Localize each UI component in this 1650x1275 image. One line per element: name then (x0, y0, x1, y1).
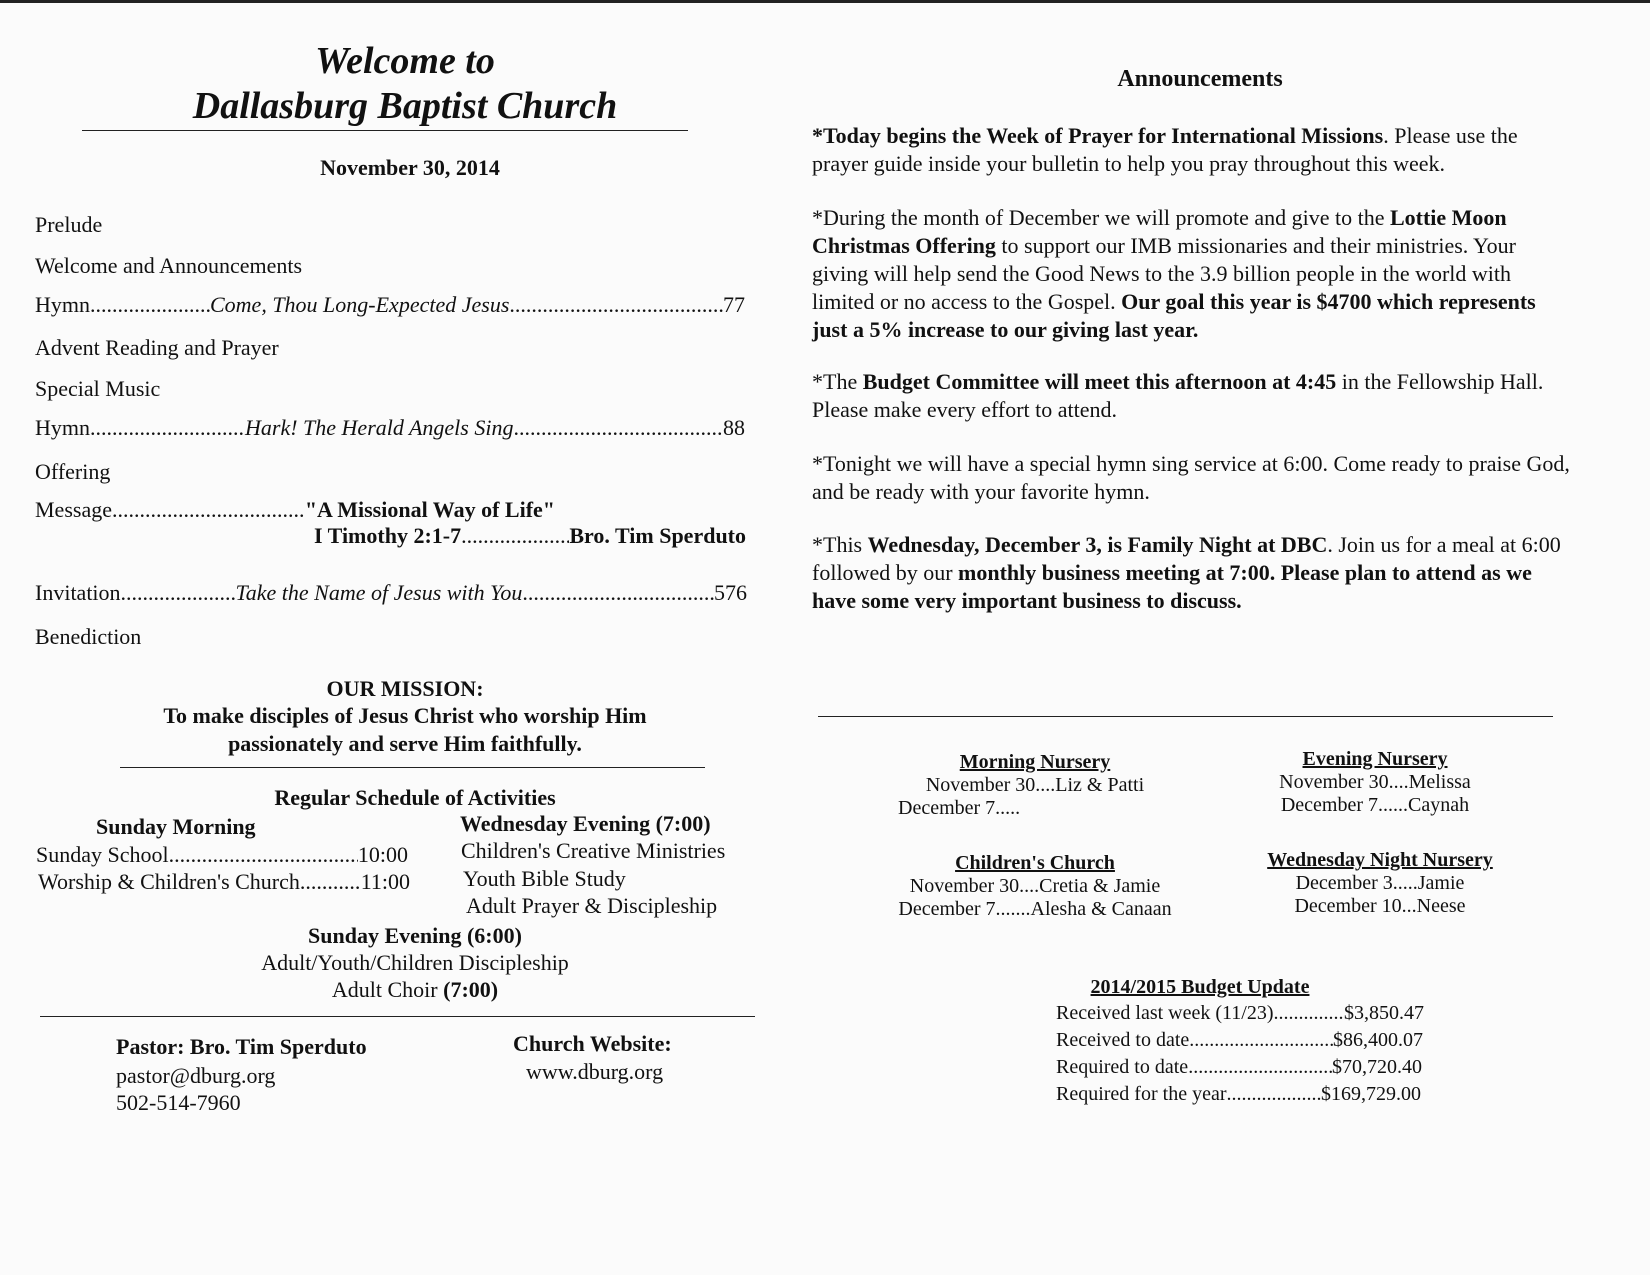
prayer-week-text: . Please use the prayer guide inside your bulletin to help you pray throughout this week. (812, 123, 1518, 176)
order-hymn-1 (35, 292, 745, 318)
hymn-2-label: Hymn (35, 415, 90, 440)
order-message-scripture (314, 523, 746, 549)
announcement-hymn-sing: *Tonight we will have a special hymn sing service at 6:00. Come ready to praise God, and be ready with your favorite hymn. (812, 451, 1570, 504)
leader-dots (90, 415, 245, 441)
budget-row-amount: $3,850.47 (1344, 1002, 1424, 1024)
leader-dots (1226, 1083, 1321, 1106)
leader-dots (522, 580, 714, 606)
order-advent: Advent Reading and Prayer (35, 335, 279, 360)
morning-nursery-line-2: December 7..... (898, 797, 1021, 819)
order-special-music: Special Music (35, 376, 161, 401)
schedule-sunday-school (36, 842, 408, 868)
budget-update-heading: 2014/2015 Budget Update (1090, 976, 1310, 998)
lottie-text-a: *During the month of December we will promote and give to the (812, 205, 1390, 230)
lottie-offering-bold: Lottie Moon Christmas Offering (812, 205, 1507, 258)
message-title: "A Missional Way of Life" (304, 497, 555, 522)
leader-dots (121, 580, 236, 606)
leader-dots (513, 415, 723, 441)
pastor-email[interactable]: pastor@dburg.org (116, 1063, 276, 1088)
hymn-2-title: Hark! The Herald Angels Sing (245, 415, 514, 440)
sunday-evening-discipleship: Adult/Youth/Children Discipleship (261, 950, 569, 975)
morning-nursery-heading: Morning Nursery (959, 751, 1111, 773)
wednesday-nursery-heading: Wednesday Night Nursery (1267, 849, 1493, 871)
evening-nursery-line-2: December 7......Caynah (1280, 794, 1470, 816)
hymn-1-title: Come, Thou Long-Expected Jesus (210, 292, 510, 317)
budget-committee-bold: Budget Committee will meet this afternoon at 4:45 (862, 369, 1337, 394)
evening-nursery-heading: Evening Nursery (1302, 748, 1448, 770)
bulletin-front-panel (0, 0, 800, 1275)
budget-table (1056, 1002, 1424, 1110)
budget-row (1056, 1056, 1424, 1083)
morning-nursery (880, 751, 1190, 820)
lottie-text-c: to support our IMB missionaries and their ministries. Your giving will help send the Good News to the 3.9 billion people in the world with limited or no access to the Gospel. (812, 233, 1516, 314)
sunday-school-label: Sunday School (36, 842, 169, 867)
bulletin-announcements-panel (812, 0, 1650, 1275)
lottie-goal-bold: Our goal this year is $4700 which represents just a 5% increase to our giving last year. (812, 289, 1536, 342)
order-hymn-2 (35, 415, 745, 441)
family-night-c: . Join us for a meal at 6:00 followed by our (812, 532, 1561, 585)
worship-label: Worship & Children's Church (38, 869, 300, 894)
contact-divider (40, 1016, 755, 1017)
childrens-church-line-1: November 30....Cretia & Jamie (909, 875, 1161, 897)
announcement-family-night (812, 531, 1572, 615)
budget-committee-c: in the Fellowship Hall. Please make every effort to attend. (812, 369, 1544, 422)
hymn-2-number: 88 (723, 415, 745, 440)
budget-row-label: Required to date (1056, 1056, 1189, 1078)
leader-dots (1188, 1056, 1332, 1079)
prayer-week-bold: *Today begins the Week of Prayer for International Missions (812, 123, 1384, 148)
announcement-budget-committee (812, 368, 1572, 424)
order-invitation (35, 580, 747, 606)
budget-row-label: Received to date (1056, 1029, 1190, 1051)
order-prelude: Prelude (35, 212, 103, 237)
announcement-prayer-week (812, 122, 1572, 178)
message-scripture: I Timothy 2:1-7 (314, 523, 462, 548)
sunday-evening-choir (90, 977, 740, 1003)
evening-nursery-line-1: November 30....Melissa (1279, 771, 1471, 793)
choir-time: (7:00) (443, 977, 499, 1002)
website-label: Church Website: (513, 1031, 672, 1056)
schedule-heading: Regular Schedule of Activities (274, 785, 556, 810)
wednesday-heading: Wednesday Evening (7:00) (460, 811, 711, 836)
pastor-phone: 502-514-7960 (116, 1090, 241, 1115)
budget-row (1056, 1083, 1424, 1110)
wednesday-item-3: Adult Prayer & Discipleship (466, 893, 718, 918)
hymn-1-number: 77 (723, 292, 745, 317)
childrens-church-line-2: December 7.......Alesha & Canaan (898, 898, 1172, 920)
childrens-church-heading: Children's Church (955, 852, 1115, 874)
choir-label: Adult Choir (331, 977, 438, 1002)
order-benediction: Benediction (35, 624, 142, 649)
worship-time: 11:00 (360, 869, 410, 894)
leader-dots (169, 842, 358, 868)
welcome-title-line1: Welcome to (315, 40, 495, 82)
budget-row-amount: $86,400.07 (1333, 1029, 1423, 1051)
wednesday-nursery-line-2: December 10...Neese (1294, 895, 1466, 917)
budget-committee-a: *The (812, 369, 863, 394)
order-offering: Offering (35, 459, 111, 484)
evening-nursery (1250, 748, 1500, 817)
wednesday-item-2: Youth Bible Study (463, 866, 626, 891)
sunday-evening-heading: Sunday Evening (6:00) (308, 923, 522, 948)
family-night-bold: Wednesday, December 3, is Family Night at DBC (867, 532, 1328, 557)
mission-divider (120, 767, 705, 768)
pastor-name: Pastor: Bro. Tim Sperduto (116, 1034, 367, 1059)
wednesday-item-1: Children's Creative Ministries (461, 838, 726, 863)
budget-row (1056, 1029, 1424, 1056)
leader-dots (1189, 1029, 1333, 1052)
title-divider (82, 130, 688, 131)
message-label: Message (35, 497, 112, 522)
wednesday-night-nursery (1240, 849, 1520, 918)
family-night-a: *This (812, 532, 868, 557)
budget-row-amount: $70,720.40 (1332, 1056, 1422, 1078)
invitation-label: Invitation (35, 580, 121, 605)
mission-line-2: passionately and serve Him faithfully. (228, 731, 582, 756)
hymn-1-label: Hymn (35, 292, 90, 317)
morning-nursery-line-1: November 30....Liz & Patti (925, 774, 1145, 796)
schedule-worship (38, 869, 410, 895)
service-date: November 30, 2014 (320, 155, 500, 180)
invitation-title: Take the Name of Jesus with You (235, 580, 523, 605)
message-speaker: Bro. Tim Sperduto (569, 523, 746, 548)
leader-dots (90, 292, 210, 318)
mission-heading: OUR MISSION: (326, 676, 484, 701)
childrens-church (870, 852, 1200, 921)
sunday-school-time: 10:00 (357, 842, 408, 867)
website-link[interactable]: www.dburg.org (526, 1059, 664, 1084)
invitation-number: 576 (714, 580, 747, 605)
leader-dots (300, 869, 361, 895)
business-meeting-bold: monthly business meeting at 7:00. Please plan to attend as we have some very important business to discuss. (812, 560, 1532, 613)
budget-row (1056, 1002, 1424, 1029)
wednesday-nursery-line-1: December 3.....Jamie (1295, 872, 1465, 894)
announcements-heading: Announcements (1117, 66, 1283, 92)
leader-dots (1274, 1002, 1344, 1025)
sunday-morning-heading: Sunday Morning (96, 814, 256, 839)
welcome-title-line2: Dallasburg Baptist Church (192, 85, 618, 127)
budget-row-amount: $169,729.00 (1321, 1083, 1421, 1105)
announcement-lottie-moon (812, 204, 1572, 344)
leader-dots (509, 292, 723, 318)
order-welcome: Welcome and Announcements (35, 253, 303, 278)
announcements-divider (818, 716, 1553, 717)
order-message (35, 497, 555, 523)
budget-row-label: Received last week (11/23) (1056, 1002, 1274, 1024)
mission-line-1: To make disciples of Jesus Christ who worship Him (163, 703, 647, 728)
leader-dots (461, 523, 569, 549)
budget-row-label: Required for the year (1056, 1083, 1227, 1105)
leader-dots (112, 497, 305, 523)
